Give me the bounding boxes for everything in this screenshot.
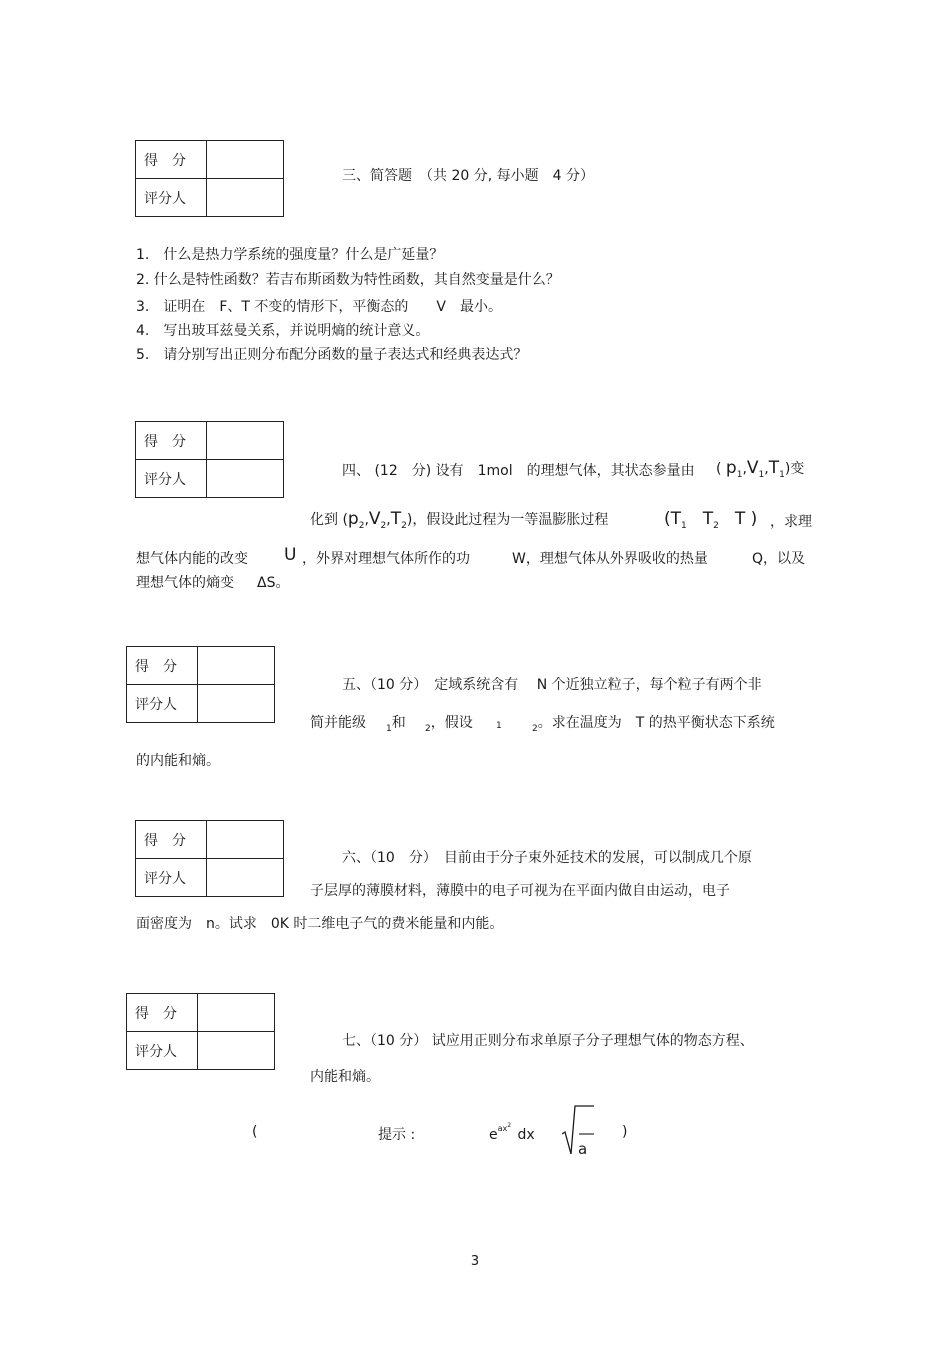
grader-blank — [207, 859, 284, 897]
score-box-section4 — [135, 421, 284, 498]
hint-label: 提示 : — [378, 1127, 416, 1143]
hint-denominator: a — [578, 1140, 588, 1158]
section5-sub3: 1 — [496, 721, 502, 731]
grader-label: 评分人 — [136, 859, 207, 897]
grader-label: 评分人 — [127, 1032, 198, 1070]
score-label: 得 分 — [136, 821, 207, 859]
question-4: 4. 写出玻耳兹曼关系，并说明熵的统计意义。 — [136, 323, 430, 339]
score-label: 得 分 — [136, 141, 207, 179]
score-label: 得 分 — [127, 647, 198, 685]
section4-line4-a: 理想气体的熵变 — [136, 575, 234, 591]
grader-blank — [207, 460, 284, 498]
section7-line1: 七、（10 分） 试应用正则分布求单原子分子理想气体的物态方程、 — [342, 1033, 754, 1049]
grader-label: 评分人 — [136, 179, 207, 217]
question-2: 2. 什么是特性函数？若吉布斯函数为特性函数，其自然变量是什么？ — [136, 272, 560, 288]
section4-line3-q: Q，以及 — [752, 551, 806, 567]
section5-line2-d: $_2$。求在温度为 T 的热平衡状态下系统 — [532, 715, 775, 734]
hint-open-paren: ( — [252, 1124, 258, 1140]
section4-line3-a: 想气体内能的改变 — [136, 551, 248, 567]
section5-line2-c: $_2$，假设 — [425, 715, 473, 734]
score-blank — [207, 422, 284, 460]
grader-blank — [198, 685, 275, 723]
score-box-section6 — [135, 820, 284, 897]
score-box-section5 — [126, 646, 275, 723]
grader-label: 评分人 — [136, 460, 207, 498]
score-blank — [198, 647, 275, 685]
page-number: 3 — [470, 1254, 480, 1269]
question-1: 1. 什么是热力学系统的强度量？什么是广延量？ — [136, 247, 444, 263]
section3-heading: 三、简答题 （共 20 分, 每小题 4 分） — [342, 168, 594, 184]
hint-integral-expression: $e^{ax2}$ dx — [489, 1122, 535, 1143]
section5-line2-b: $_1$和 — [386, 715, 406, 734]
section4-line3-b: ，外界对理想气体所作的功 — [302, 551, 470, 567]
section4-line2-prefix: 化到 $(p_2,V_2,T_2)$，假设此过程为一等温膨胀过程 — [310, 509, 609, 531]
section6-line2: 子层厚的薄膜材料，薄膜中的电子可视为在平面内做自由运动，电子 — [310, 883, 730, 899]
section6-line1: 六、（10 分） 目前由于分子束外延技术的发展，可以制成几个原 — [342, 850, 752, 866]
section7-line2: 内能和熵。 — [310, 1069, 380, 1085]
score-blank — [198, 994, 275, 1032]
hint-close-paren: ) — [622, 1124, 628, 1140]
section4-initial-state: ( $p_1,V_1,T_1$)变 — [716, 458, 805, 480]
section5-line3: 的内能和熵。 — [136, 753, 220, 769]
section4-delta-u: U — [284, 545, 297, 565]
section4-line3-w: W，理想气体从外界吸收的热量 — [512, 551, 708, 567]
grader-blank — [207, 179, 284, 217]
question-5: 5. 请分别写出正则分布配分函数的量子表达式和经典表达式？ — [136, 347, 528, 363]
section4-isothermal-condition: ($T_1$ $T_2$ T ) — [664, 509, 758, 531]
section5-line2-a: 简并能级 — [310, 715, 366, 731]
score-label: 得 分 — [136, 422, 207, 460]
section5-line1: 五、（10 分） 定域系统含有 N 个近独立粒子，每个粒子有两个非 — [342, 677, 762, 693]
score-box-section3 — [135, 140, 284, 217]
score-blank — [207, 141, 284, 179]
grader-blank — [198, 1032, 275, 1070]
score-blank — [207, 821, 284, 859]
score-label: 得 分 — [127, 994, 198, 1032]
section4-line1: 四、 (12 分) 设有 1mol 的理想气体，其状态参量由 — [342, 463, 695, 479]
section6-line3: 面密度为 n。试求 0K 时二维电子气的费米能量和内能。 — [136, 916, 504, 932]
section4-line2-end: ，求理 — [770, 514, 812, 530]
section4-line4-s: ΔS。 — [257, 575, 290, 591]
question-3: 3. 证明在 F、T 不变的情形下，平衡态的 V 最小。 — [136, 299, 502, 315]
grader-label: 评分人 — [127, 685, 198, 723]
score-box-section7 — [126, 993, 275, 1070]
